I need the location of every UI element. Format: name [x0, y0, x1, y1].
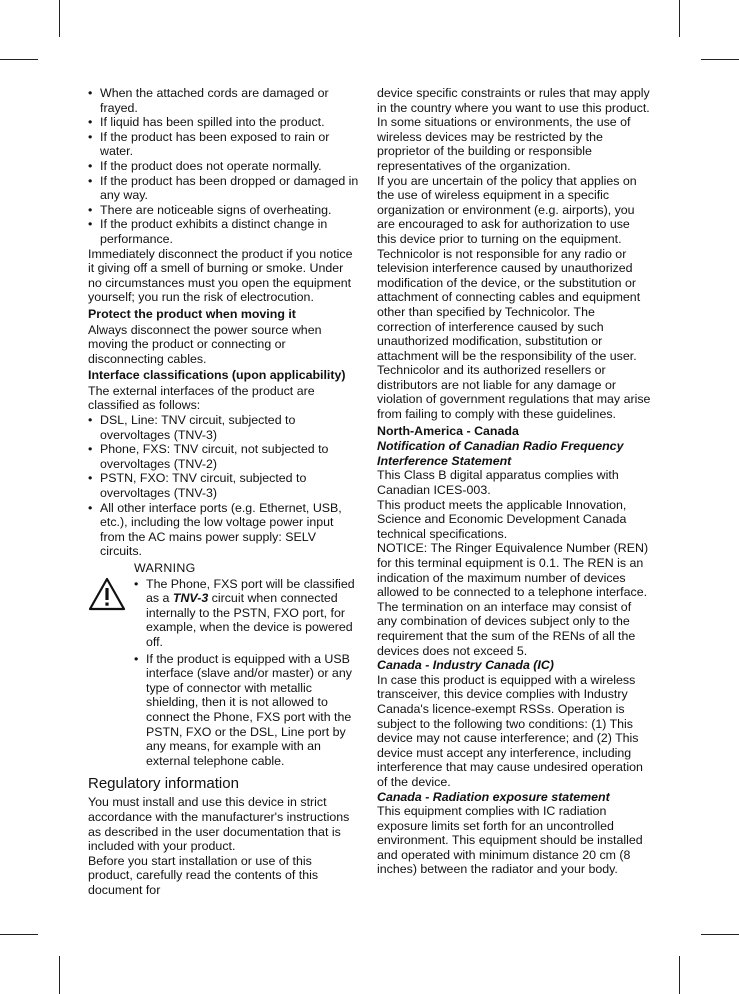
- crop-mark-top-left-horizontal: [0, 59, 38, 60]
- interface-paragraph: The external interfaces of the product are classified as follows:: [88, 383, 315, 413]
- ices-paragraph: This Class B digital apparatus complies with Canadian ICES-003.: [377, 468, 619, 498]
- list-item: • If liquid has been spilled into the product.: [88, 115, 360, 130]
- safety-bullet-list: [88, 86, 360, 247]
- protect-heading: Protect the product when moving it: [88, 306, 296, 321]
- crop-mark-top-right-vertical: [679, 0, 680, 37]
- disconnect-paragraph: Immediately disconnect the product if you notice it giving off a smell of burning or smoke. Under no circumstances must you open the equipment yourself; you run the risk of electrocution.: [88, 246, 353, 305]
- list-item: • If the product has been exposed to rain or water.: [88, 130, 360, 159]
- crop-mark-bottom-right-horizontal: [701, 934, 739, 935]
- list-item: • If the product is equipped with a USB interface (slave and/or master) or any type of connector with metallic shielding, then it is not allowed to connect the Phone, FXS port with the PSTN, FXO or the DSL, Line port by any means, for example with an external telephone cable.: [134, 652, 360, 769]
- list-item: • If the product exhibits a distinct change in performance.: [88, 217, 360, 246]
- list-item: • Phone, FXS: TNV circuit, not subjected to overvoltages (TNV-2): [88, 442, 360, 471]
- list-item: • DSL, Line: TNV circuit, subjected to overvoltages (TNV-3): [88, 413, 360, 442]
- ic-paragraph: In case this product is equipped with a wireless transceiver, this device complies with Industry Canada's licence-exempt RSSs. Operation is subject to the following two conditions: (1) This device may not cause interference; and (2) This device must accept any interference, including interference that may cause undesired operation of the device.: [377, 672, 643, 789]
- wireless-paragraph: device specific constraints or rules that may apply in the country where you want to use this product. In some situations or environments, the use of wireless devices may be restricted by the proprietor of the building or responsible representatives of the organization.: [377, 86, 650, 173]
- left-column: [88, 86, 360, 897]
- list-item: • When the attached cords are damaged or frayed.: [88, 86, 360, 115]
- warning-text: The Phone, FXS port will be classified as a: [146, 576, 355, 606]
- list-item: • If the product does not operate normally.: [88, 159, 360, 174]
- warning-list: [134, 577, 360, 769]
- crop-mark-top-right-horizontal: [701, 59, 739, 60]
- right-column: [377, 86, 652, 877]
- protect-paragraph: Always disconnect the power source when moving the product or connecting or disconnecting cables.: [88, 322, 322, 366]
- north-america-heading: North-America - Canada: [377, 423, 519, 438]
- liability-paragraph: Technicolor and its authorized resellers or distributors are not liable for any damage or violation of government regulations that may arise from failing to comply with these guidelines.: [377, 363, 651, 422]
- ised-paragraph: This product meets the applicable Innovation, Science and Economic Development Canada technical specifications.: [377, 497, 627, 541]
- notification-subheading: Notification of Canadian Radio Frequency Interference Statement: [377, 439, 624, 468]
- regulatory-paragraph: Before you start installation or use of this product, carefully read the contents of this document for: [88, 853, 319, 897]
- regulatory-heading: Regulatory information: [88, 775, 239, 793]
- warning-em: TNV-3: [172, 591, 209, 606]
- list-item: • PSTN, FXO: TNV circuit, subjected to overvoltages (TNV-3): [88, 471, 360, 500]
- crop-mark-bottom-left-horizontal: [0, 934, 38, 935]
- interface-bullet-list: [88, 413, 360, 559]
- crop-mark-bottom-right-vertical: [679, 956, 680, 994]
- ic-subheading: Canada - Industry Canada (IC): [377, 658, 554, 673]
- warning-box: [88, 561, 360, 770]
- warning-text: circuit when connected internally to the PSTN, FXO port, for example, when the device is powered off.: [146, 591, 353, 649]
- list-item: • If the product has been dropped or damaged in any way.: [88, 174, 360, 203]
- list-item: • All other interface ports (e.g. Ethernet, USB, etc.), including the low voltage power input from the AC mains power supply: SELV circuits.: [88, 501, 360, 559]
- interference-paragraph: Technicolor is not responsible for any radio or television interference caused by unauthorized modification of the device, or the substitution or attachment of connecting cables and equipment other than specified by Technicolor. The correction of interference caused by such unauthorized modification, substitution or attachment will be the responsibility of the user.: [377, 246, 641, 363]
- warning-triangle-icon: [88, 561, 134, 770]
- radiation-paragraph: This equipment complies with IC radiation exposure limits set forth for an uncontrolled environment. This equipment should be installed and operated with minimum distance 20 cm (8 inches) between the radiator and your body.: [377, 804, 643, 877]
- wireless-policy-paragraph: If you are uncertain of the policy that applies on the use of wireless equipment in a specific organization or environment (e.g. airports), you are encouraged to ask for authorization to use this device prior to turning on the equipment.: [377, 173, 637, 246]
- radiation-subheading: Canada - Radiation exposure statement: [377, 789, 610, 804]
- crop-mark-top-left-vertical: [59, 0, 60, 37]
- warning-title: WARNING: [134, 561, 196, 575]
- crop-mark-bottom-left-vertical: [59, 956, 60, 994]
- list-item: [134, 577, 360, 650]
- regulatory-paragraph: You must install and use this device in strict accordance with the manufacturer's instructions as described in the user documentation that is included with your product.: [88, 795, 350, 854]
- list-item: • There are noticeable signs of overheating.: [88, 203, 360, 218]
- interface-heading: Interface classifications (upon applicability): [88, 368, 346, 383]
- ren-paragraph: NOTICE: The Ringer Equivalence Number (REN) for this terminal equipment is 0.1. The REN is an indication of the maximum number of devices allowed to be connected to a telephone interface. The termination on an interface may consist of any combination of devices subject only to the requirement that the sum of the RENs of all the devices does not exceed 5.: [377, 541, 649, 658]
